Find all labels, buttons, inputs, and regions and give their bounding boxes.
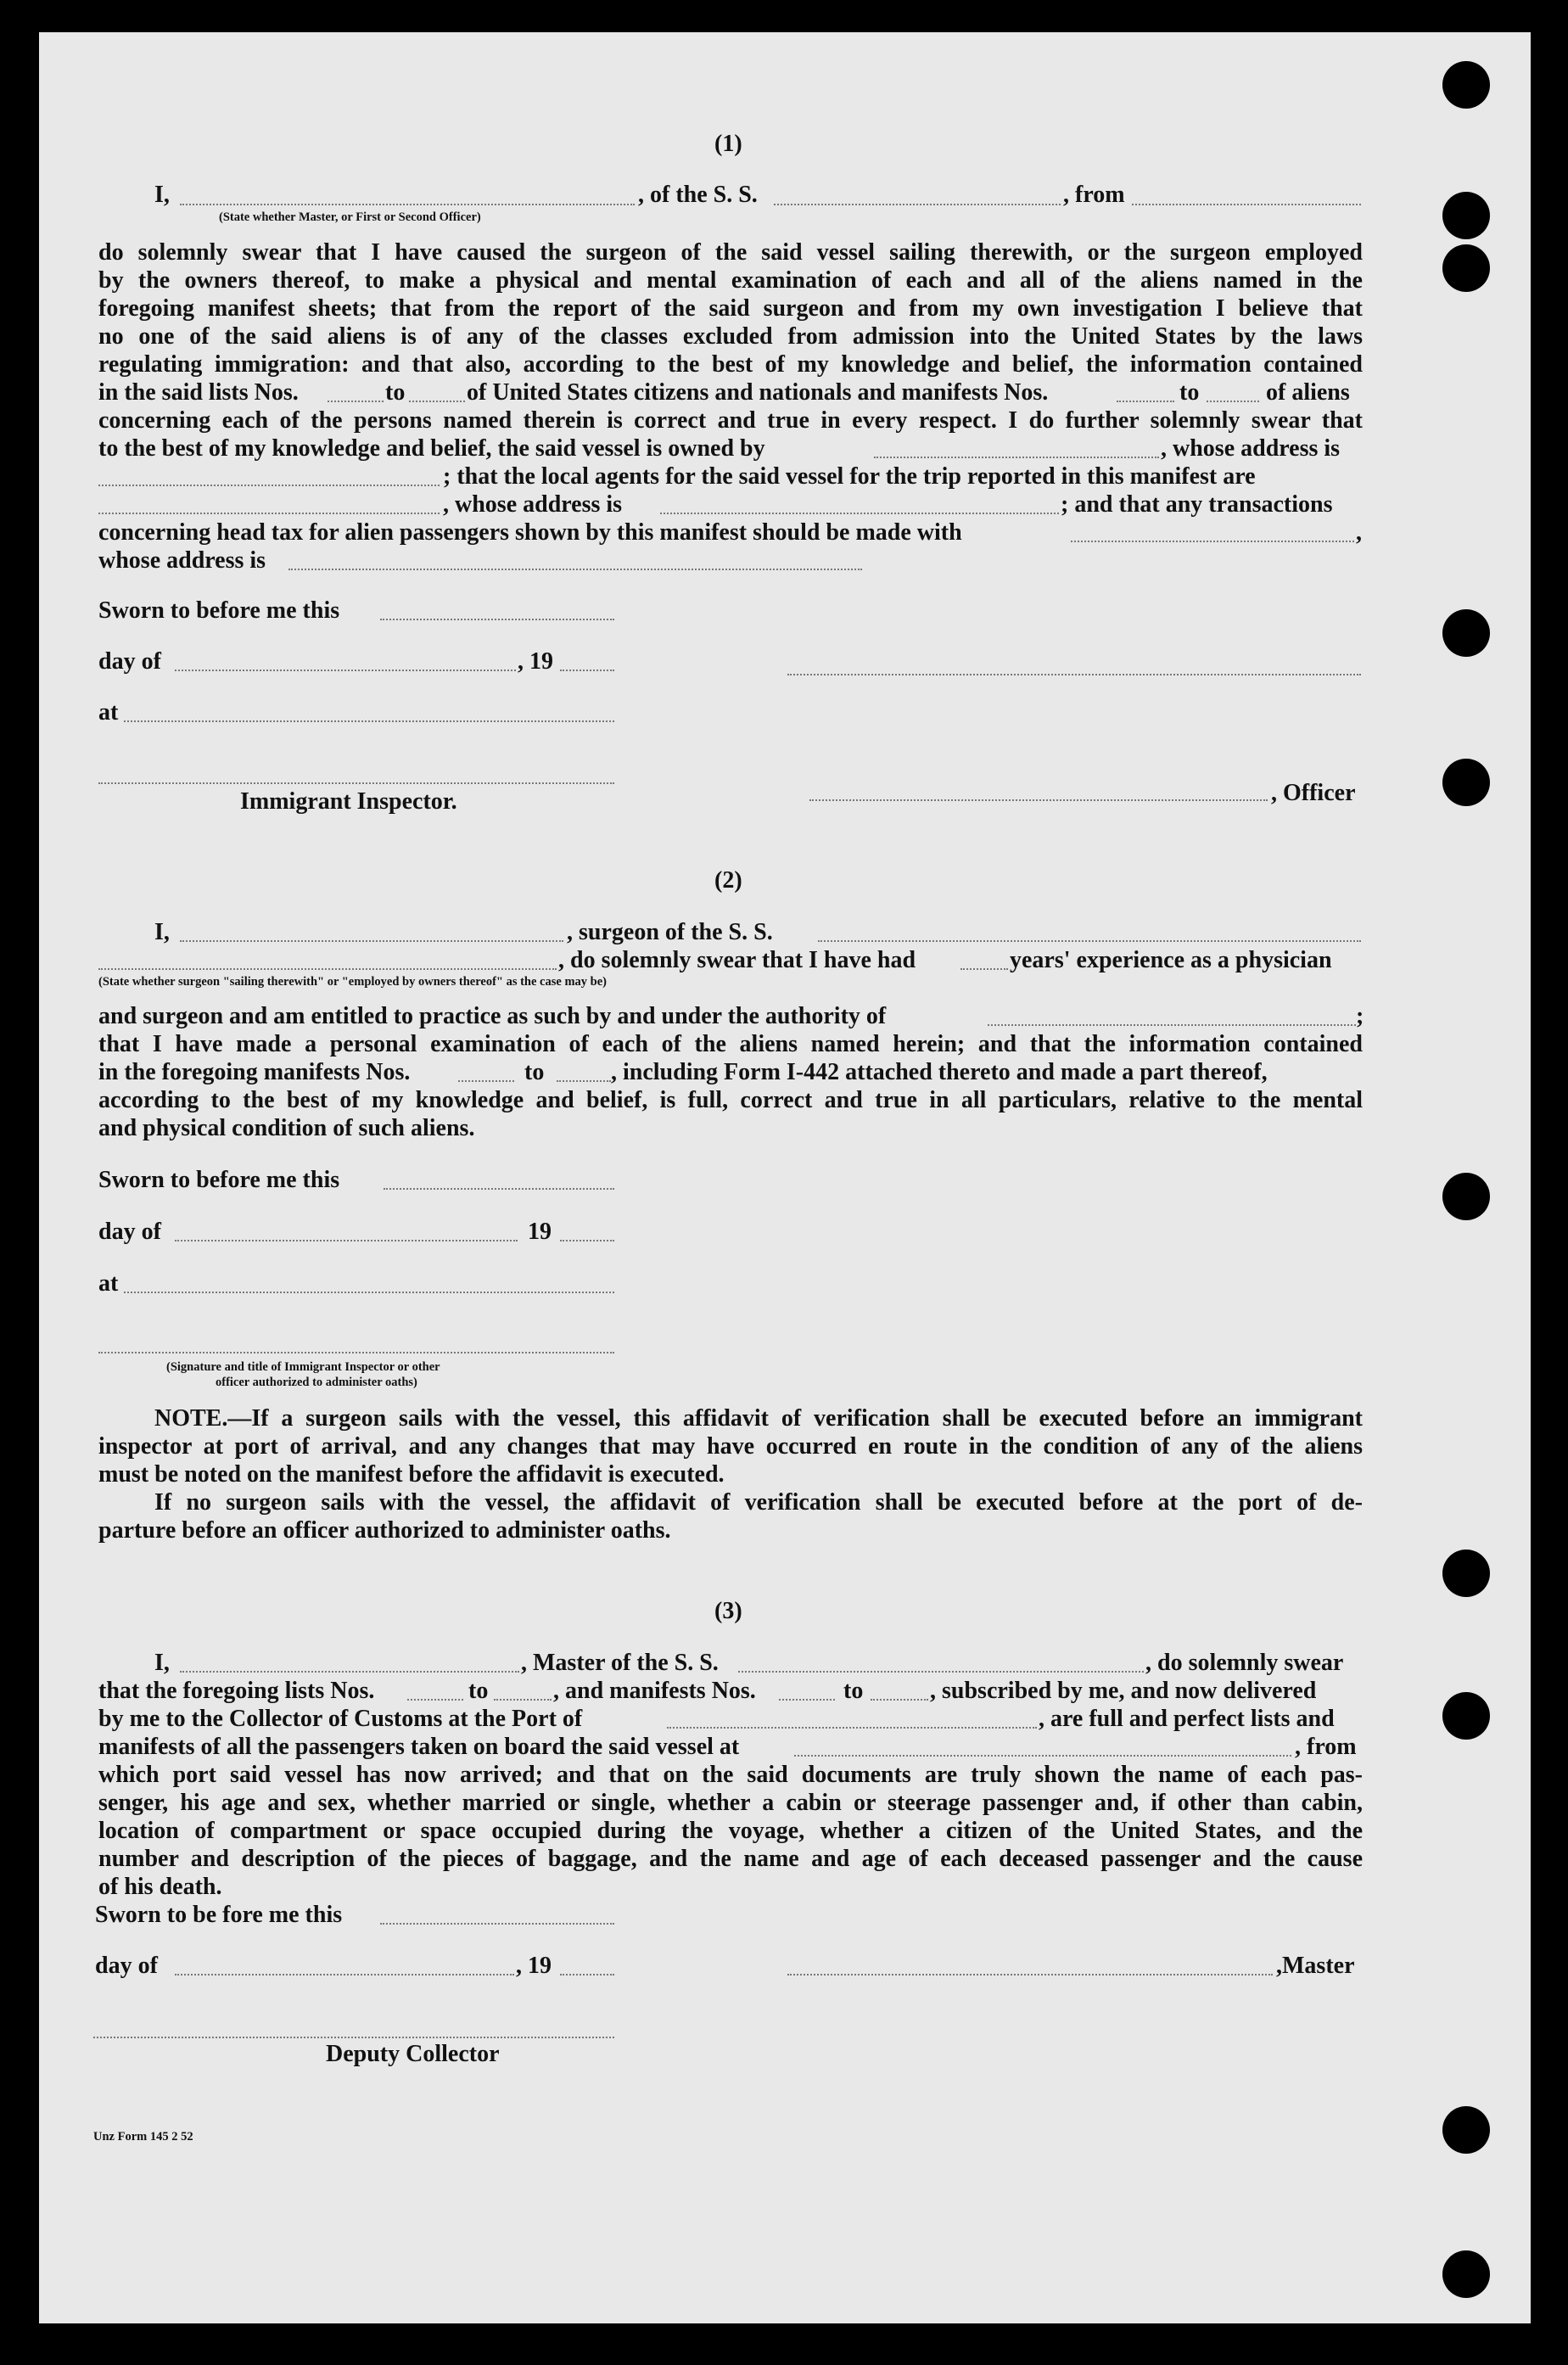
s1-lists-to-field[interactable] <box>409 401 465 402</box>
s3-i-label: I, <box>154 1650 170 1676</box>
note-line-1: NOTE.—If a surgeon sails with the vessel, this affidavit of verification shall be executed before an immigrant <box>154 1405 1363 1432</box>
s1-agents-address-label: , whose address is <box>443 491 623 518</box>
section2-heading: (2) <box>714 867 742 894</box>
s3-master-name-field[interactable] <box>180 1671 519 1673</box>
s2-para-line-2: and physical condition of such aliens. <box>98 1115 475 1141</box>
s1-year-label: , 19 <box>518 648 553 675</box>
binder-hole-icon <box>1442 61 1490 109</box>
note-line-5: parture before an officer authorized to administer oaths. <box>98 1517 671 1544</box>
note-line-4: If no surgeon sails with the vessel, the affidavit of verification shall be executed before at the port of de- <box>154 1489 1363 1516</box>
s1-para-line-1: do solemnly swear that I have caused the surgeon of the said vessel sailing therewith, or the surgeon employed <box>98 239 1363 266</box>
binder-hole-icon <box>1442 759 1490 806</box>
note-line-2: inspector at port of arrival, and any changes that may have occurred en route in the condition of any of the aliens <box>98 1433 1363 1460</box>
s1-officer-label: , Officer <box>1271 780 1356 806</box>
s2-dayof-label: day of <box>98 1219 161 1245</box>
section3-heading: (3) <box>714 1598 742 1624</box>
s2-signature-note-1: (Signature and title of Immigrant Inspector or other <box>166 1360 440 1374</box>
s1-para-line-4: no one of the said aliens is of any of the classes excluded from admission into the United States by the laws <box>98 323 1363 350</box>
s2-year-label: 19 <box>528 1219 552 1245</box>
s2-sworn-field[interactable] <box>384 1188 614 1190</box>
s1-owner-address-field[interactable] <box>98 485 440 486</box>
s1-officer-signature-field[interactable] <box>787 674 1361 675</box>
s1-from-field[interactable] <box>1132 204 1361 205</box>
s3-master-signature-field[interactable] <box>787 1974 1273 1976</box>
s3-para-line-5: of his death. <box>98 1874 222 1900</box>
form-number: Unz Form 145 2 52 <box>93 2130 193 2144</box>
s1-inspector-label: Immigrant Inspector. <box>240 788 457 815</box>
binder-hole-icon <box>1442 244 1490 292</box>
s3-para-line-3: location of compartment or space occupied during the voyage, whether a citizen of the United States, and the <box>98 1818 1363 1844</box>
s1-headtax-comma: , <box>1356 519 1362 546</box>
s1-aliens-label: of aliens <box>1266 379 1350 406</box>
s2-at-label: at <box>98 1270 119 1297</box>
s2-surgeon-ss-label: , surgeon of the S. S. <box>567 919 773 945</box>
s3-from-label: , from <box>1295 1734 1357 1760</box>
s3-lists-from-field[interactable] <box>407 1699 463 1701</box>
s2-manifests-from-field[interactable] <box>458 1080 514 1082</box>
s2-swear-label: , do solemnly swear that I have had <box>558 947 916 973</box>
s3-year-field[interactable] <box>560 1974 614 1976</box>
s1-para-line-5: regulating immigration: and that also, according to the best of my knowledge and belief, the information contained <box>98 351 1363 378</box>
s1-manifests-to-field[interactable] <box>1207 401 1259 402</box>
s1-headtax-address-field[interactable] <box>288 569 862 570</box>
s1-owned-label: to the best of my knowledge and belief, the said vessel is owned by <box>98 435 765 462</box>
s1-lists-from-field[interactable] <box>328 401 384 402</box>
s3-master-ss-label: , Master of the S. S. <box>521 1650 719 1676</box>
binder-hole-icon <box>1442 192 1490 239</box>
s2-para-line-1: according to the best of my knowledge and belief, is full, correct and true in all particulars, relative to the mental <box>98 1087 1363 1113</box>
s3-sworn-field[interactable] <box>380 1923 614 1925</box>
s3-taken-on-board-label: manifests of all the passengers taken on board the said vessel at <box>98 1734 740 1760</box>
s3-collector-label-2: Deputy Collector <box>326 2041 500 2067</box>
s3-collector-label: by me to the Collector of Customs at the Port of <box>98 1706 583 1732</box>
s3-para-line-2: senger, his age and sex, whether married or single, whether a cabin or steerage passenger and, if other than cabin, <box>98 1790 1363 1816</box>
s3-lists-to-label: to <box>468 1678 489 1704</box>
s3-port-field[interactable] <box>667 1727 1037 1729</box>
s2-year-field[interactable] <box>560 1240 614 1241</box>
s1-owner-field[interactable] <box>874 457 1159 458</box>
s1-manifests-from-field[interactable] <box>1117 401 1174 402</box>
s2-at-field[interactable] <box>124 1292 614 1293</box>
s2-signature-note-2: officer authorized to administer oaths) <box>216 1376 417 1389</box>
s1-agents-address-field[interactable] <box>660 513 1059 514</box>
binder-hole-icon <box>1442 1550 1490 1597</box>
s3-vessel-name-field[interactable] <box>738 1671 1144 1673</box>
s2-years-label: years' experience as a physician <box>1010 947 1332 973</box>
s2-surgeon-note: (State whether surgeon "sailing therewith" or "employed by owners thereof" as the case may be) <box>98 975 607 989</box>
s2-authority-field[interactable] <box>988 1024 1356 1026</box>
s2-years-field[interactable] <box>960 968 1008 970</box>
s3-manifests-to-field[interactable] <box>871 1699 928 1701</box>
s1-sworn-label: Sworn to before me this <box>98 597 340 624</box>
s1-owner-address-label: , whose address is <box>1161 435 1341 462</box>
s3-manifests-to-label: to <box>843 1678 864 1704</box>
s1-headtax-field[interactable] <box>1071 541 1354 542</box>
binder-hole-icon <box>1442 609 1490 657</box>
s1-whose-address-label: whose address is <box>98 547 266 574</box>
s3-lists-to-field[interactable] <box>494 1699 552 1701</box>
binder-hole-icon <box>1442 1692 1490 1740</box>
s3-year-label: , 19 <box>516 1953 552 1979</box>
s2-signature-field[interactable] <box>98 1352 614 1353</box>
s1-lists-label: in the said lists Nos. <box>98 379 299 406</box>
s1-year-field[interactable] <box>560 670 614 671</box>
s3-master-label: ,Master <box>1276 1953 1355 1979</box>
s1-sworn-field[interactable] <box>380 619 614 620</box>
s1-para-line-3: foregoing manifest sheets; that from the report of the said surgeon and from my own investigation I believe that <box>98 295 1363 322</box>
s2-authority-label: and surgeon and am entitled to practice as such by and under the authority of <box>98 1003 887 1029</box>
s2-exam-line: that I have made a personal examination of each of the aliens named herein; and that the information contained <box>98 1031 1363 1057</box>
s3-perfect-lists-label: , are full and perfect lists and <box>1039 1706 1335 1732</box>
s3-sworn-label: Sworn to be fore me this <box>95 1902 343 1928</box>
s1-day-field[interactable] <box>175 670 516 671</box>
s3-manifests-label: , and manifests Nos. <box>553 1678 756 1704</box>
s2-i-label: I, <box>154 919 170 945</box>
s3-day-field[interactable] <box>175 1974 514 1976</box>
s1-from-label: , from <box>1063 182 1125 208</box>
s1-inspector-signature-field[interactable] <box>98 782 614 784</box>
s1-para2-line-1: concerning each of the persons named therein is correct and true in every respect. I do further solemnly swear that <box>98 407 1363 434</box>
s2-sailing-status-field[interactable] <box>98 968 557 970</box>
s2-manifests-label: in the foregoing manifests Nos. <box>98 1059 411 1085</box>
s1-vessel-name-field[interactable] <box>774 204 1061 205</box>
binder-hole-icon <box>1442 2250 1490 2298</box>
s2-manifests-to-label: to <box>524 1059 545 1085</box>
s3-collector-signature-field[interactable] <box>93 2037 614 2038</box>
s3-swear-label: , do solemnly swear <box>1145 1650 1344 1676</box>
s1-i-label: I, <box>154 182 170 208</box>
s1-officer-note: (State whether Master, or First or Second Officer) <box>219 210 481 224</box>
s1-manifests-to-label: to <box>1179 379 1200 406</box>
s1-headtax-label: concerning head tax for alien passengers shown by this manifest should be made with <box>98 519 962 546</box>
s2-sworn-label: Sworn to before me this <box>98 1167 340 1193</box>
s1-officer-name-field[interactable] <box>180 204 635 205</box>
s2-vessel-name-field[interactable] <box>818 940 1361 942</box>
s3-manifests-from-field[interactable] <box>779 1699 835 1701</box>
s1-at-field[interactable] <box>124 720 614 722</box>
s3-lists-label: that the foregoing lists Nos. <box>98 1678 375 1704</box>
binder-hole-icon <box>1442 2106 1490 2154</box>
s2-manifests-to-field[interactable] <box>557 1080 611 1082</box>
s2-surgeon-name-field[interactable] <box>180 940 563 942</box>
s3-dayof-label: day of <box>95 1953 158 1979</box>
s1-lists-to-label: to <box>385 379 406 406</box>
s2-including-label: , including Form I-442 attached thereto and made a part thereof, <box>611 1059 1268 1085</box>
s1-at-label: at <box>98 699 119 726</box>
section1-heading: (1) <box>714 131 742 157</box>
s2-authority-semicolon: ; <box>1356 1003 1364 1029</box>
s3-para-line-4: number and description of the pieces of baggage, and the name and age of each deceased passenger and the cause <box>98 1846 1363 1872</box>
s1-manifests-label: of United States citizens and nationals and manifests Nos. <box>467 379 1049 406</box>
s1-agents-field[interactable] <box>98 513 440 514</box>
s1-agents-label: ; that the local agents for the said vessel for the trip reported in this manifest are <box>443 463 1256 490</box>
s3-para-line-1: which port said vessel has now arrived; and that on the said documents are truly shown the name of each pas- <box>98 1762 1363 1788</box>
s1-officer-name-field-2[interactable] <box>809 799 1268 801</box>
note-line-3: must be noted on the manifest before the affidavit is executed. <box>98 1461 725 1488</box>
s1-of-ss-label: , of the S. S. <box>638 182 758 208</box>
s1-para-line-2: by the owners thereof, to make a physical and mental examination of each and all of the aliens named in the <box>98 267 1363 294</box>
s1-transactions-label: ; and that any transactions <box>1061 491 1333 518</box>
s2-day-field[interactable] <box>175 1240 518 1241</box>
s3-boarding-port-field[interactable] <box>794 1755 1291 1757</box>
s1-dayof-label: day of <box>98 648 161 675</box>
s3-subscribed-label: , subscribed by me, and now delivered <box>930 1678 1317 1704</box>
binder-hole-icon <box>1442 1173 1490 1220</box>
